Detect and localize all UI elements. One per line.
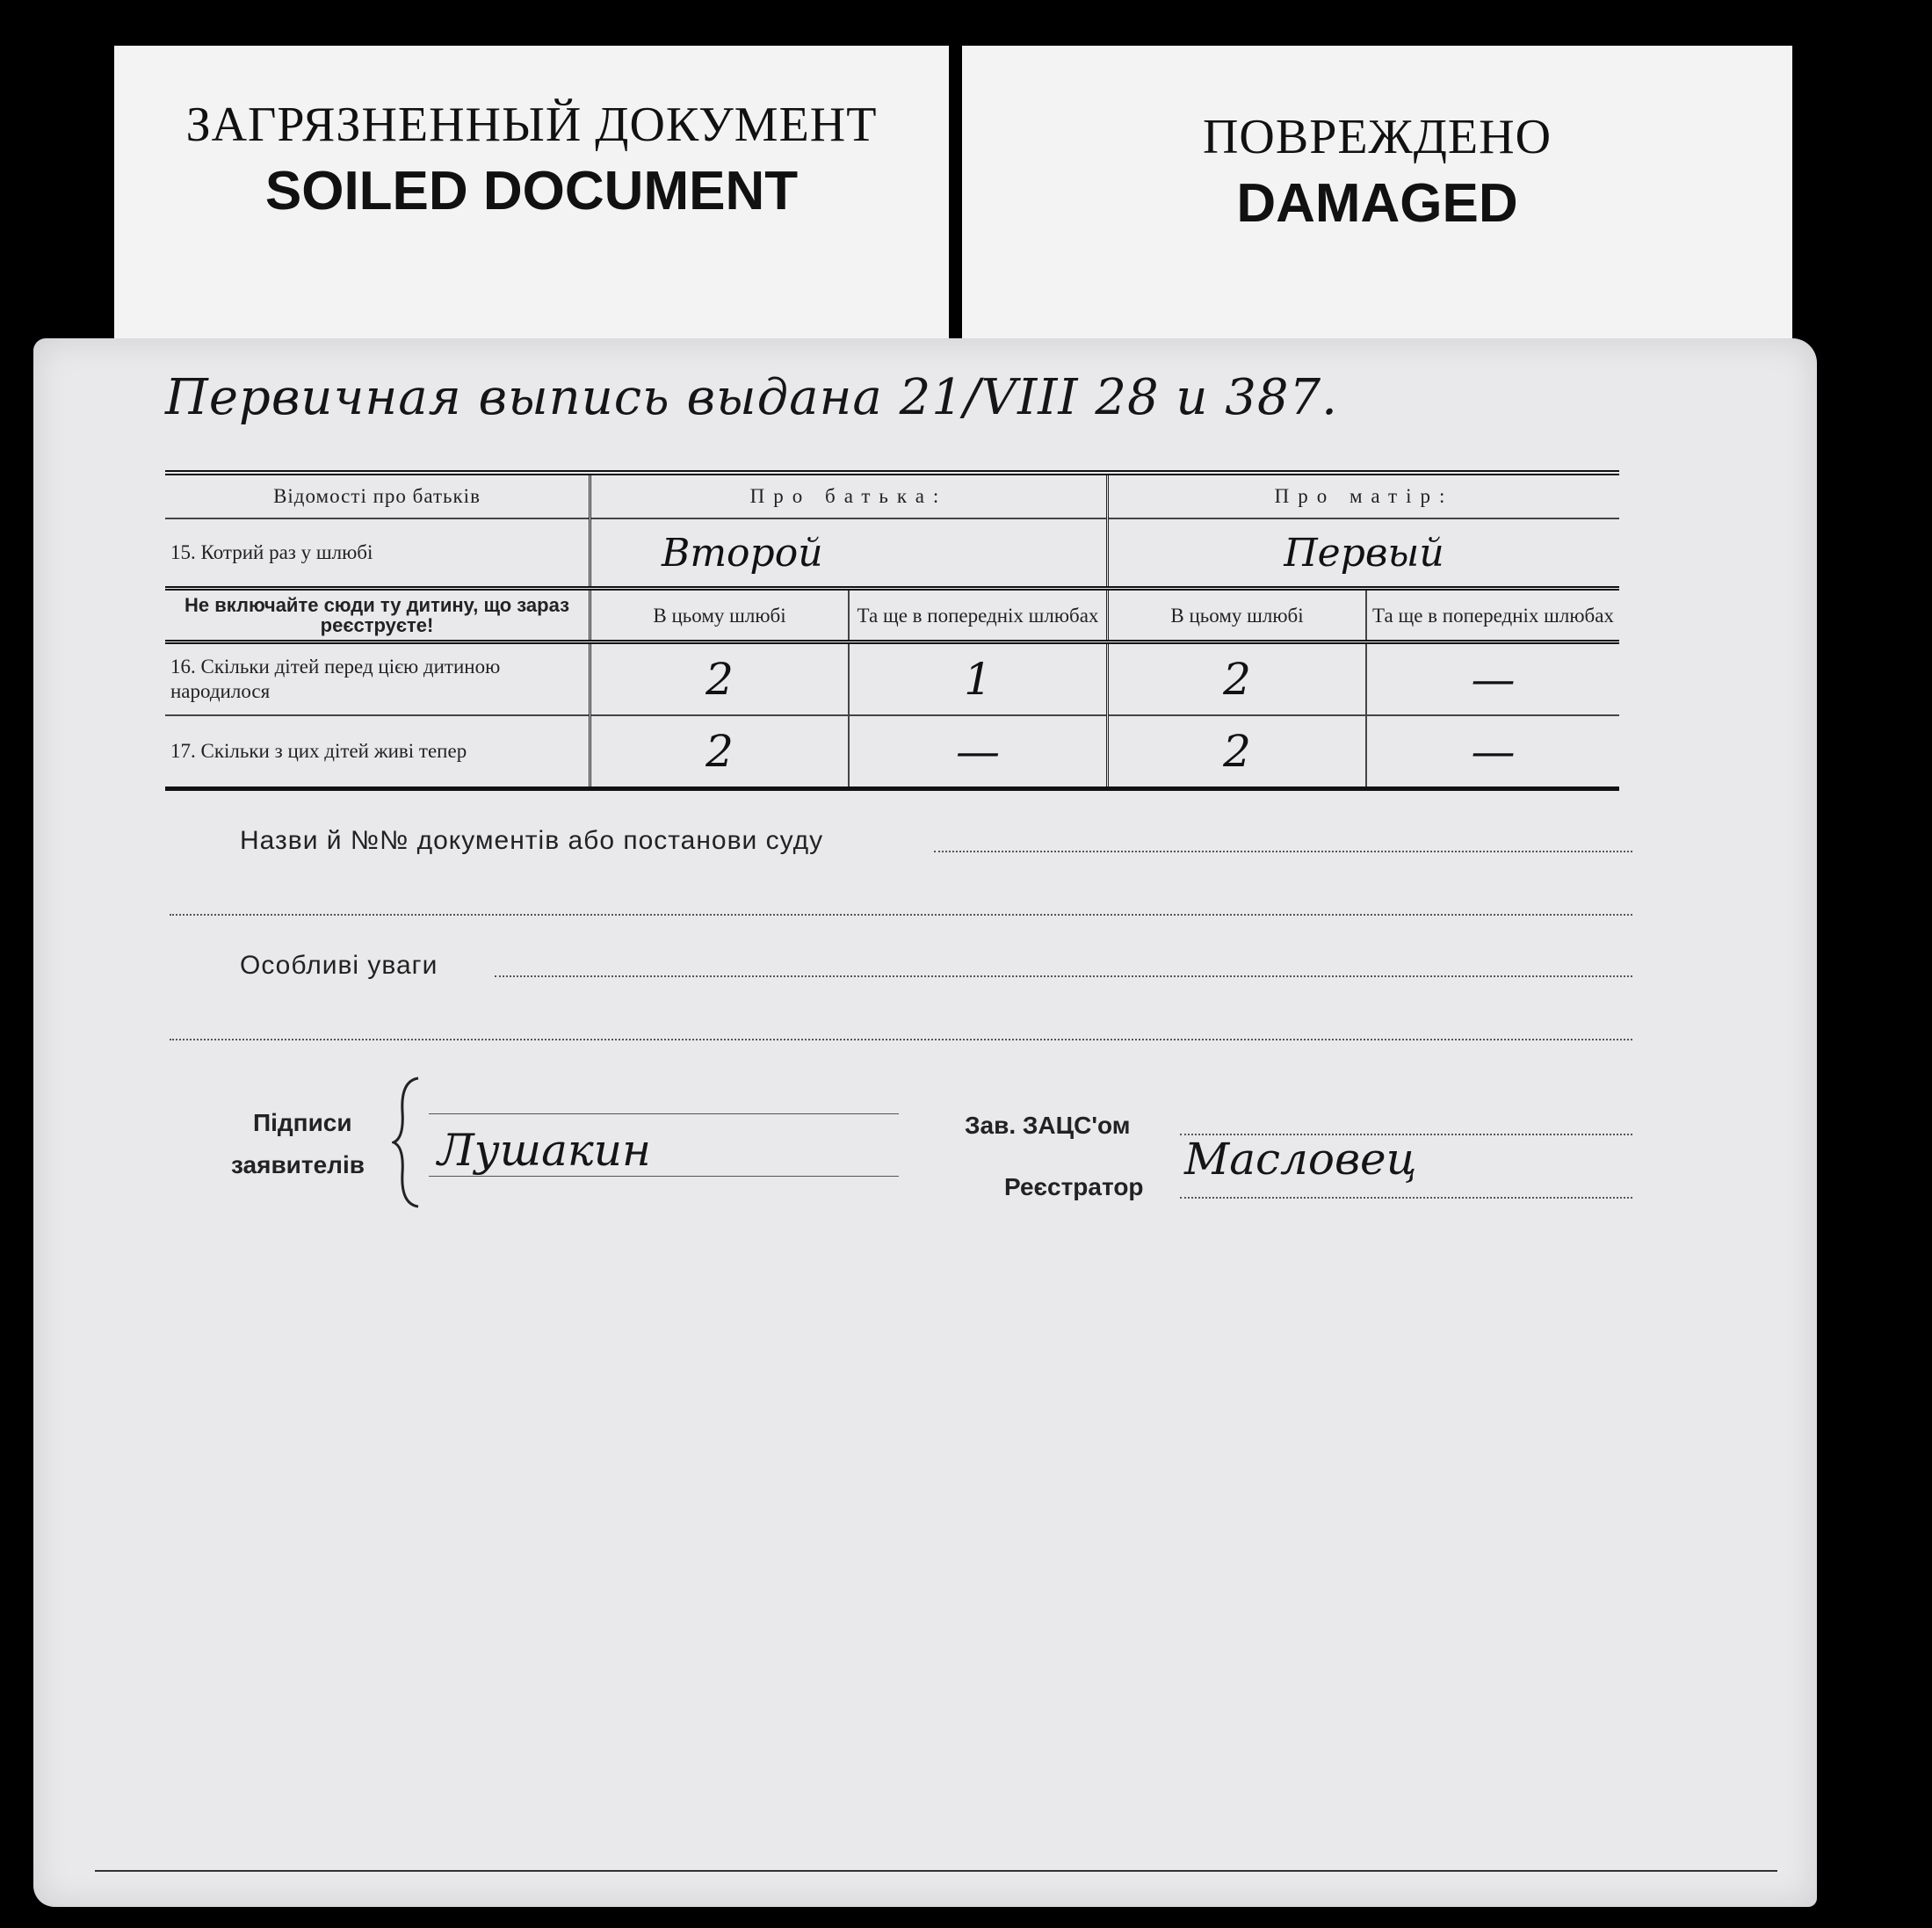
remarks-dotted-line-2 — [170, 1039, 1632, 1040]
row15-father-value: Второй — [590, 518, 1108, 589]
head-of-registry-label: Зав. ЗАЦС'ом — [965, 1112, 1131, 1139]
row16-label: 16. Скільки дітей перед цією дитиною народилося — [165, 642, 590, 716]
header-parents-info: Відомості про батьків — [165, 473, 590, 518]
applicant-signature-line-1 — [429, 1113, 899, 1114]
subheader-note: Не включайте сюди ту дитину, що зараз реєструєте! — [165, 589, 590, 642]
row17-mother-this: 2 — [1108, 715, 1367, 789]
subheader-mother-this-marriage: В цьому шлюбі — [1108, 589, 1367, 642]
remarks-dotted-line — [495, 975, 1632, 977]
registrar-label: Реєстратор — [1004, 1173, 1144, 1200]
row16-father-prev: 1 — [849, 642, 1108, 716]
handwritten-top-note: Первичная выпись выдана 21/VIII 28 и 387. — [165, 369, 1338, 426]
banner-right-russian: ПОВРЕЖДЕНО — [1202, 110, 1552, 164]
table-header-row — [165, 473, 1619, 518]
table-row — [165, 642, 1619, 716]
remarks-label: Особливі уваги — [240, 951, 438, 980]
subheader-father-this-marriage: В цьому шлюбі — [590, 589, 850, 642]
row17-mother-prev: — — [1366, 715, 1619, 789]
documents-dotted-line-2 — [170, 914, 1632, 916]
banner-left-english: SOILED DOCUMENT — [264, 161, 799, 221]
row15-mother-value: Первый — [1108, 518, 1620, 589]
applicants-signatures-label-2: заявителів — [231, 1151, 365, 1178]
banner-soiled-document — [114, 46, 949, 344]
table-subheader-row — [165, 589, 1619, 642]
registrar-dotted-line — [1180, 1197, 1632, 1199]
row17-father-prev: — — [849, 715, 1108, 789]
subheader-father-previous: Та ще в попередніх шлюбах — [849, 589, 1108, 642]
applicant-signature: Лушакин — [438, 1125, 651, 1176]
row16-father-this: 2 — [590, 642, 850, 716]
documents-dotted-line — [934, 851, 1632, 852]
subheader-mother-previous: Та ще в попередніх шлюбах — [1366, 589, 1619, 642]
sheet-bottom-rule — [95, 1870, 1777, 1872]
applicant-signature-line-2 — [429, 1176, 899, 1177]
row15-label: 15. Котрий раз у шлюбі — [165, 518, 590, 589]
row16-mother-this: 2 — [1108, 642, 1367, 716]
applicants-signatures-label-1: Підписи — [253, 1109, 352, 1136]
header-mother: Про матір: — [1108, 473, 1620, 518]
registrar-signature: Масловец — [1184, 1134, 1417, 1185]
banner-damaged — [962, 46, 1792, 344]
row17-label: 17. Скільки з цих дітей живі тепер — [165, 715, 590, 789]
row16-mother-prev: — — [1366, 642, 1619, 716]
brace-icon — [392, 1076, 427, 1208]
banner-left-russian: ЗАГРЯЗНЕННЫЙ ДОКУМЕНТ — [185, 98, 878, 152]
parents-info-table — [165, 470, 1619, 791]
banner-right-english: DAMAGED — [1236, 173, 1518, 234]
document-sheet — [33, 338, 1817, 1907]
header-father: Про батька: — [590, 473, 1108, 518]
table-row — [165, 518, 1619, 589]
documents-label: Назви й №№ документів або постанови суду — [240, 826, 824, 855]
table-row — [165, 715, 1619, 789]
row17-father-this: 2 — [590, 715, 850, 789]
